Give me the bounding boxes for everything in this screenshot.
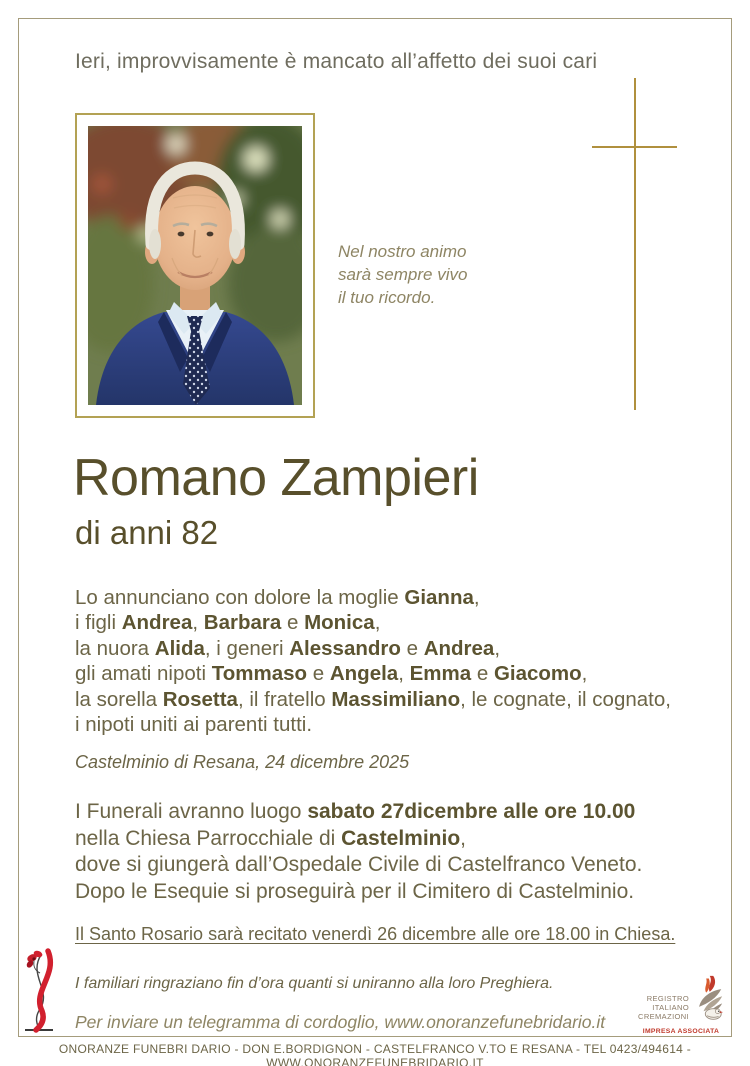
text-segment: la sorella: [75, 687, 163, 711]
highlighted-name: sabato 27dicembre alle ore 10.00: [307, 800, 636, 823]
announcement-line: [75, 636, 671, 661]
phoenix-icon: [692, 972, 724, 1024]
registry-line: REGISTRO: [646, 994, 690, 1003]
cremation-registry-logo: [638, 972, 724, 1035]
highlighted-name: Andrea: [423, 636, 495, 660]
funeral-line: [75, 852, 642, 879]
text-segment: , il fratello: [237, 687, 332, 711]
memorial-quote: [338, 240, 467, 309]
highlighted-name: Tommaso: [211, 662, 308, 686]
registry-badge: IMPRESA ASSOCIATA: [642, 1028, 720, 1035]
quote-line: Nel nostro animo: [338, 242, 467, 261]
deceased-age: di anni 82: [75, 514, 219, 551]
text-segment: e: [471, 662, 494, 686]
flower-ribbon-icon: [20, 945, 58, 1033]
text-segment: e: [281, 611, 305, 635]
text-segment: gli amati nipoti: [75, 662, 212, 686]
highlighted-name: Massimiliano: [331, 687, 461, 711]
quote-line: il tuo ricordo.: [338, 288, 436, 307]
announcement-line: [75, 712, 671, 737]
cross-icon: [634, 78, 636, 410]
text-segment: I Funerali avranno luogo: [75, 800, 308, 823]
text-segment: e: [307, 662, 330, 686]
highlighted-name: Gianna: [404, 586, 474, 609]
text-segment: Dopo le Esequie si proseguirà per il Cimitero di Castelminio.: [75, 879, 635, 903]
text-segment: , i generi: [204, 636, 290, 660]
highlighted-name: Andrea: [121, 611, 193, 635]
announcement-line: [75, 585, 671, 610]
text-segment: la nuora: [75, 636, 155, 660]
registry-line: CREMAZIONI: [638, 1012, 690, 1021]
rosary-line: Il Santo Rosario sarà recitato venerdì 26 dicembre alle ore 18.00 in Chiesa.: [75, 924, 676, 944]
funeral-line: [75, 826, 642, 853]
highlighted-name: Alida: [154, 636, 205, 660]
text-segment: , le cognate, il cognato,: [460, 687, 671, 711]
text-segment: Lo annunciano con dolore la moglie: [75, 586, 405, 609]
quote-line: sarà sempre vivo: [338, 265, 468, 284]
text-segment: i nipoti uniti ai parenti tutti.: [75, 713, 313, 737]
text-segment: ,: [374, 611, 381, 635]
portrait-frame: [75, 113, 315, 418]
text-segment: i figli: [75, 611, 122, 635]
cross-icon: [592, 146, 677, 148]
place-date-line: Castelminio di Resana, 24 dicembre 2025: [75, 752, 410, 772]
funeral-details: [75, 799, 642, 905]
funeral-line: [75, 879, 642, 906]
text-segment: ,: [398, 662, 410, 686]
intro-line: Ieri, improvvisamente è mancato all’affetto dei suoi cari: [75, 50, 598, 73]
registry-name: [638, 994, 689, 1021]
text-segment: dove si giungerà dall’Ospedale Civile di Castelfranco Veneto.: [75, 853, 643, 876]
text-segment: ,: [192, 611, 204, 635]
announcement-line: [75, 687, 671, 712]
telegram-line: Per inviare un telegramma di cordoglio, www.onoranzefunebridario.it: [75, 1012, 606, 1032]
highlighted-name: Barbara: [203, 611, 282, 635]
registry-line: ITALIANO: [652, 1003, 690, 1012]
highlighted-name: Angela: [329, 662, 399, 686]
highlighted-name: Emma: [409, 662, 472, 686]
text-segment: ,: [460, 826, 467, 850]
text-segment: nella Chiesa Parrocchiale di: [75, 826, 342, 850]
highlighted-name: Alessandro: [289, 636, 401, 660]
funeral-home-logo: [20, 945, 58, 1038]
announcement-line: [75, 661, 671, 686]
thanks-line: I familiari ringraziano fin d’ora quanti si uniranno alla loro Preghiera.: [75, 975, 554, 992]
highlighted-name: Giacomo: [493, 662, 582, 686]
announcement-line: [75, 610, 671, 635]
highlighted-name: Castelminio: [341, 826, 461, 850]
footer-contact-line: ONORANZE FUNEBRI DARIO - DON E.BORDIGNON - CASTELFRANCO V.TO E RESANA - TEL 0423/494614 - WWW.ONORANZEFUNEBRIDARIO.IT: [58, 1042, 692, 1066]
text-segment: ,: [581, 662, 588, 686]
portrait-photo: [88, 126, 302, 405]
text-segment: e: [400, 636, 424, 660]
highlighted-name: Rosetta: [162, 687, 238, 711]
funeral-line: [75, 799, 642, 826]
text-segment: ,: [494, 636, 501, 660]
text-segment: ,: [473, 586, 480, 609]
highlighted-name: Monica: [304, 611, 375, 635]
deceased-name: Romano Zampieri: [73, 449, 479, 507]
family-announcement: [75, 585, 671, 737]
